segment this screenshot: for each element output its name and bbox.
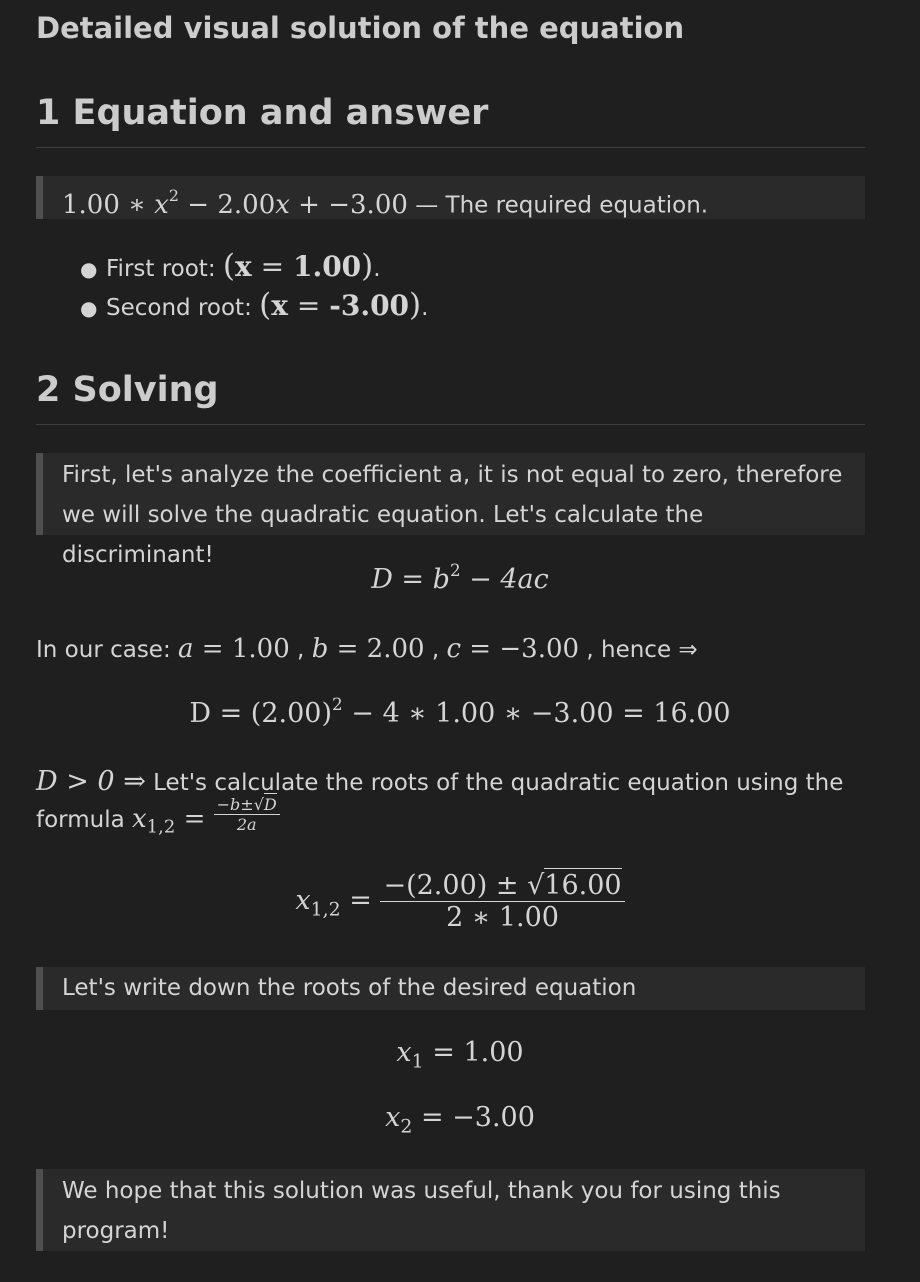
root-x1: $x_1 = 1.00$ [396,1037,524,1073]
intro-callout: First, let's analyze the coefficient a, it is not equal to zero, therefore we will solve the quadratic equation. Let's calculate the discriminant! [36,453,865,535]
bullet-icon: ● [80,257,98,281]
section-2-heading: 2 Solving [36,370,219,410]
bullet-icon: ● [80,296,98,320]
closing-callout: We hope that this solution was useful, thank you for using this program! [36,1169,865,1251]
case-line: In our case: a = 1.00 , b = 2.00 , c = −3.00 , hence ⇒ [36,634,698,664]
equation-caption: — The required equation. [407,192,709,219]
write-roots-callout: Let's write down the roots of the desired equation [36,967,865,1010]
discriminant-formula: $D = b^2 - 4ac$ [371,560,549,595]
quadratic-formula-fraction: $\frac{-b\pm√D}{2a}$ [214,795,280,834]
roots-calculation: $x_{1,2}$ = $\frac{-(2.00) \pm √16.00}{2 ∗ 1.00}$ [0,870,920,933]
roots-intro-line-2: formula $x_{1,2}$ = $\frac{-b\pm√D}{2a}$ [36,801,280,840]
root-x2: $x_2 = -3.00$ [385,1102,535,1138]
discriminant-calculation: $D = (2.00)^2 - 4$ ∗ 1.00 ∗ −3.00 = 16.00 [189,694,731,729]
section-1-heading: 1 Equation and answer [36,93,489,133]
list-item: ● First root: (x = 1.00). [80,247,428,286]
equation-math: 1.00 ∗ $x^2 - 2.00x + -3.00$ [62,186,408,220]
equation-callout [36,176,865,219]
roots-intro-line-1: D > 0 ⇒ Let's calculate the roots of the quadratic equation using the [36,766,844,797]
section-2-divider [36,424,865,425]
list-item: ● Second root: (x = -3.00). [80,286,428,325]
section-1-divider [36,147,865,148]
roots-list [80,247,428,325]
document-title: Detailed visual solution of the equation [36,11,685,45]
